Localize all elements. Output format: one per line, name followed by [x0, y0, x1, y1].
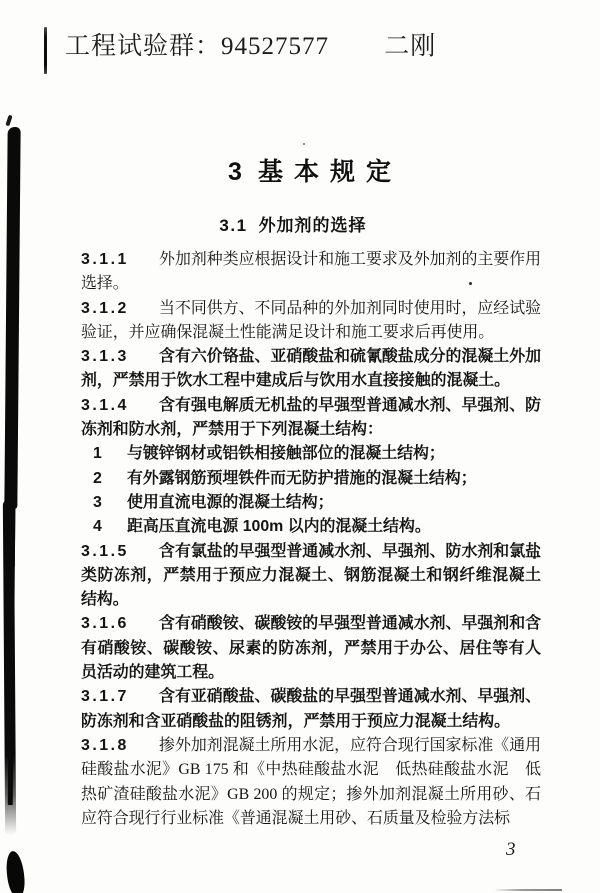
clause-3-1-6	[81, 612, 541, 685]
ink-smudge-upper	[4, 127, 20, 509]
clause-3-1-3	[81, 345, 541, 394]
chapter-title	[30, 152, 600, 188]
document-body	[81, 248, 541, 831]
chapter-number: 3	[228, 158, 242, 186]
sublist-item-text: 与镀锌钢材或铝铁相接触部位的混凝土结构；	[127, 445, 445, 463]
sublist-item-text: 距高压直流电源 100m 以内的混凝土结构。	[127, 518, 431, 536]
scan-edge-line	[494, 889, 562, 891]
sublist-item	[81, 467, 541, 491]
clause-text: 含有六价铬盐、亚硝酸盐和硫氰酸盐成分的混凝土外加剂，严禁用于饮水工程中建成后与饮用水直接接触的混凝土。	[81, 348, 541, 390]
clause-3-1-8	[81, 734, 541, 831]
sublist-item-number: 3	[93, 493, 102, 511]
sublist-item-text: 有外露钢筋预埋铁件而无防护措施的混凝土结构；	[127, 469, 477, 487]
section-title-text: 外加剂的选择	[258, 216, 367, 235]
clause-3-1-4	[81, 394, 541, 443]
section-label: 3.1	[219, 216, 248, 235]
page-header	[65, 26, 436, 62]
ink-smudge-top-speck	[5, 115, 12, 127]
header-name-text: 二刚	[384, 33, 437, 60]
clause-3-1-1	[81, 248, 541, 297]
page-number: 3	[506, 839, 516, 860]
clause-3-1-2	[81, 297, 541, 346]
sublist-item-number: 4	[93, 518, 102, 536]
clause-number: 3.1.7	[81, 688, 129, 706]
clause-number: 3.1.8	[81, 736, 129, 754]
clause-text: 含有氯盐的早强型普通减水剂、早强剂、防水剂和氯盐类防冻剂，严禁用于预应力混凝土、钢筋混凝土和钢纤维混凝土结构。	[81, 542, 541, 609]
clause-number: 3.1.5	[81, 542, 129, 560]
ink-smudge-lower	[3, 500, 16, 835]
ink-blob-bottom	[5, 850, 26, 893]
clause-text: 当不同供方、不同品种的外加剂同时使用时，应经试验验证，并应确保混凝土性能满足设计和施工要求后再使用。	[81, 299, 541, 341]
scan-speck	[303, 143, 305, 145]
clause-text: 含有硝酸铵、碳酸铵的早强型普通减水剂、早强剂和含有硝酸铵、碳酸铵、尿素的防冻剂，严禁用于办公、居住等有人员活动的建筑工程。	[81, 615, 541, 682]
binding-tick-mark	[44, 27, 47, 74]
clause-3-1-4-sublist	[81, 442, 541, 539]
clause-text: 含有亚硝酸盐、碳酸盐的早强型普通减水剂、早强剂、防冻剂和含亚硝酸盐的阻锈剂，严禁用于预应力混凝土结构。	[81, 688, 541, 730]
clause-text: 含有强电解质无机盐的早强型普通减水剂、早强剂、防冻剂和防水剂，严禁用于下列混凝土结构：	[81, 396, 541, 439]
header-group-text: 工程试验群：94527577	[65, 33, 330, 60]
clause-number: 3.1.3	[81, 348, 129, 366]
sublist-item-number: 2	[93, 469, 102, 487]
clause-number: 3.1.4	[81, 396, 129, 414]
sublist-item-number: 1	[93, 445, 102, 463]
sublist-item-text: 使用直流电源的混凝土结构；	[127, 493, 334, 511]
section-title	[0, 211, 586, 236]
sublist-item	[81, 515, 541, 539]
clause-number: 3.1.2	[81, 299, 129, 317]
clause-number: 3.1.1	[81, 251, 129, 268]
clause-number: 3.1.6	[81, 615, 129, 633]
sublist-item	[81, 442, 541, 466]
sublist-item	[81, 491, 541, 515]
clause-3-1-5	[81, 540, 541, 613]
clause-3-1-7	[81, 685, 541, 734]
clause-text: 外加剂种类应根据设计和施工要求及外加剂的主要作用选择。	[81, 251, 541, 293]
chapter-title-text: 基本规定	[257, 158, 402, 186]
clause-text: 掺外加剂混凝土所用水泥，应符合现行国家标准《通用硅酸盐水泥》GB 175 和《中热硅酸盐水泥 低热硅酸盐水泥 低热矿渣硅酸盐水泥》GB 200 的规定；掺外加剂混凝土所用砂、石应符合现行行业标准《普通混凝土用砂、石质量及检验方法标	[81, 736, 541, 827]
